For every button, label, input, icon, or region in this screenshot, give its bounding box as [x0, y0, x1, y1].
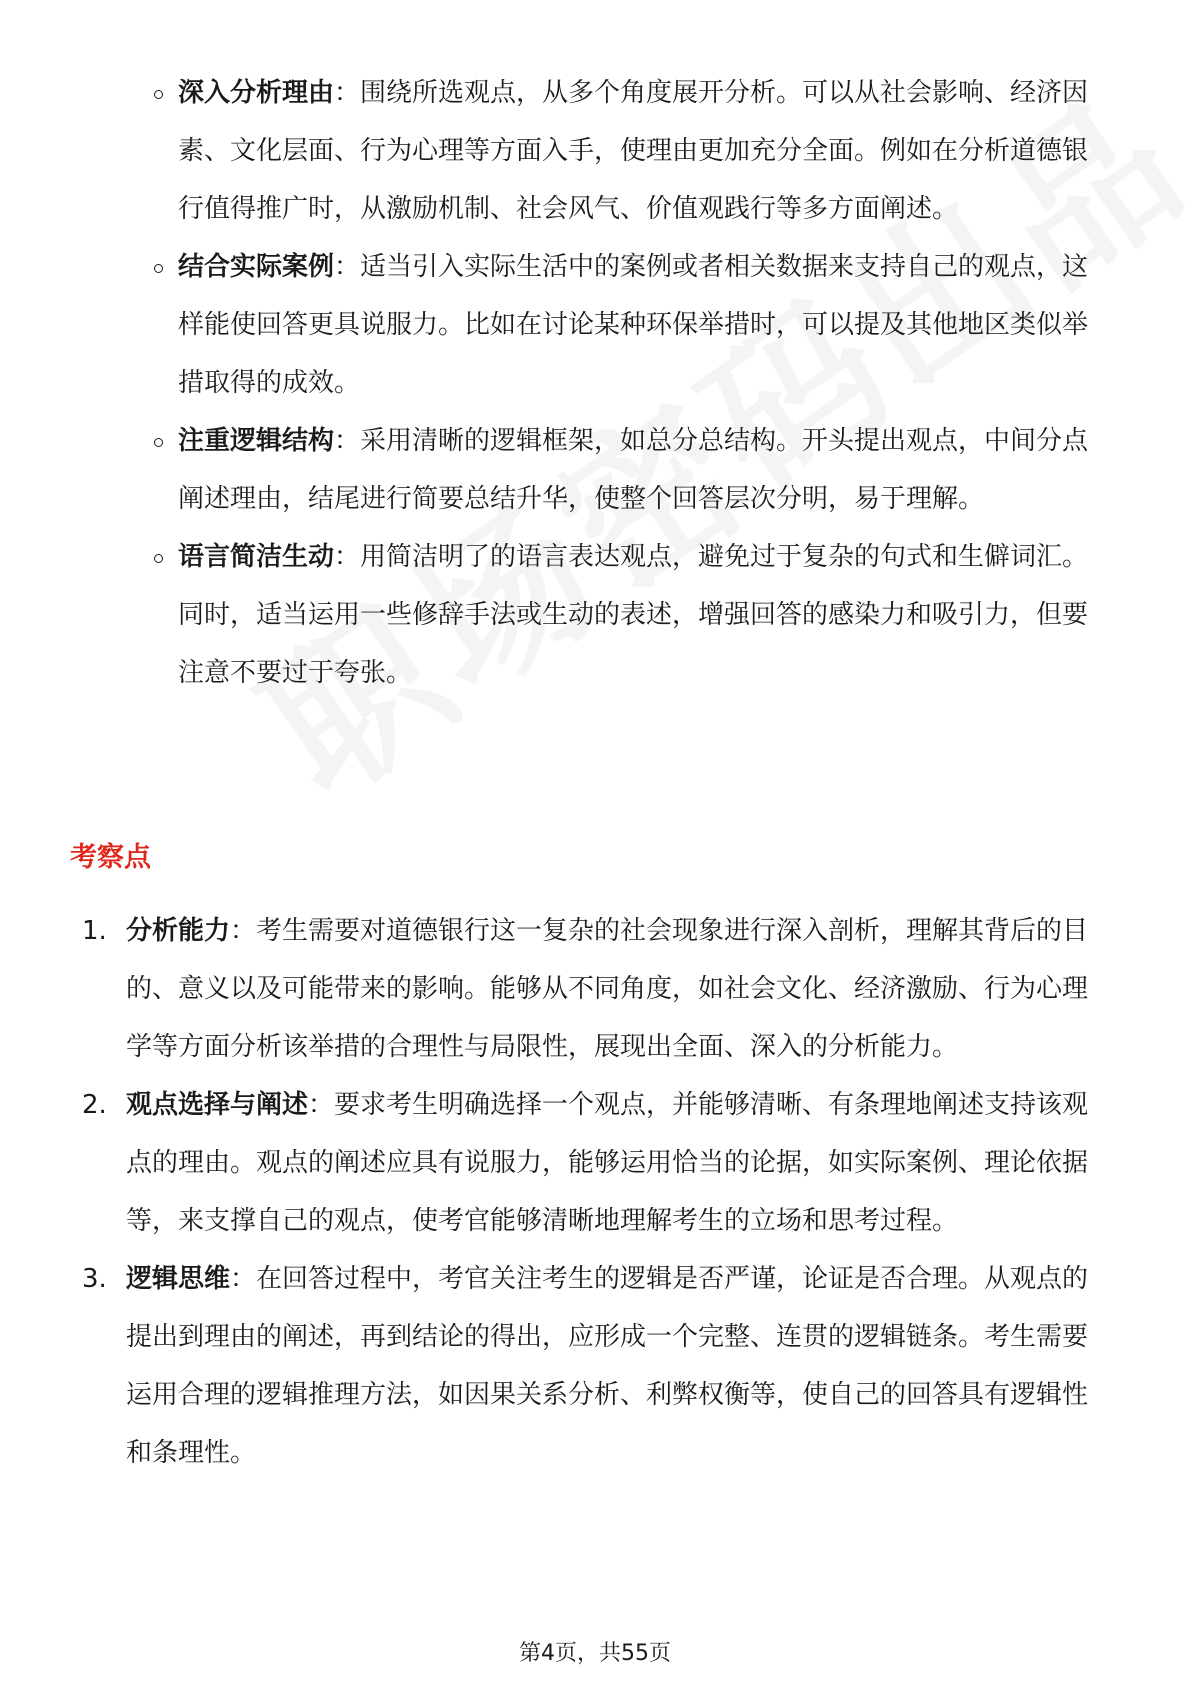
item-number: 2. [82, 1090, 107, 1120]
point-text: 考生需要对道德银行这一复杂的社会现象进行深入剖析，理解其背后的目的、意义以及可能带来的影响。能够从不同角度，如社会文化、经济激励、行为心理学等方面分析该举措的合理性与局限性，展现出全面、深入的分析能力。 [126, 916, 1089, 1062]
assessment-points-list [82, 902, 1112, 1482]
list-item: 深入分析理由：围绕所选观点，从多个角度展开分析。可以从社会影响、经济因素、文化层面、行为心理等方面入手，使理由更加充分全面。例如在分析道德银行值得推广时，从激励机制、社会风气、价值观践行等多方面阐述。 [150, 64, 1110, 238]
point-title: 分析能力 [126, 916, 231, 946]
item-number: 3. [82, 1264, 107, 1294]
list-item: 3. 逻辑思维：在回答过程中，考官关注考生的逻辑是否严谨，论证是否合理。从观点的提出到理由的阐述，再到结论的得出，应形成一个完整、连贯的逻辑链条。考生需要运用合理的逻辑推理方法，如因果关系分析、利弊权衡等，使自己的回答具有逻辑性和条理性。 [82, 1250, 1112, 1482]
page-footer: 第4页，共55页 [519, 1641, 671, 1666]
list-item: 结合实际案例：适当引入实际生活中的案例或者相关数据来支持自己的观点，这样能使回答更具说服力。比如在讨论某种环保举措时，可以提及其他地区类似举措取得的成效。 [150, 238, 1110, 412]
list-item: 1. 分析能力：考生需要对道德银行这一复杂的社会现象进行深入剖析，理解其背后的目的、意义以及可能带来的影响。能够从不同角度，如社会文化、经济激励、行为心理学等方面分析该举措的合理性与局限性，展现出全面、深入的分析能力。 [82, 902, 1112, 1076]
item-number: 1. [82, 916, 107, 946]
point-text: 在回答过程中，考官关注考生的逻辑是否严谨，论证是否合理。从观点的提出到理由的阐述，再到结论的得出，应形成一个完整、连贯的逻辑链条。考生需要运用合理的逻辑推理方法，如因果关系分析、利弊权衡等，使自己的回答具有逻辑性和条理性。 [126, 1264, 1089, 1468]
tip-title: 语言简洁生动 [178, 542, 335, 572]
point-title: 逻辑思维 [126, 1264, 231, 1294]
tip-text: 采用清晰的逻辑框架，如总分总结构。开头提出观点，中间分点阐述理由，结尾进行简要总结升华，使整个回答层次分明，易于理解。 [178, 426, 1089, 514]
tip-title: 注重逻辑结构 [178, 426, 335, 456]
list-item: 语言简洁生动：用简洁明了的语言表达观点，避免过于复杂的句式和生僻词汇。同时，适当运用一些修辞手法或生动的表述，增强回答的感染力和吸引力，但要注意不要过于夸张。 [150, 528, 1110, 702]
answer-tips-list [150, 64, 1110, 702]
list-item: 注重逻辑结构：采用清晰的逻辑框架，如总分总结构。开头提出观点，中间分点阐述理由，结尾进行简要总结升华，使整个回答层次分明，易于理解。 [150, 412, 1110, 528]
tip-title: 深入分析理由 [178, 78, 335, 108]
section-heading: 考察点 [70, 842, 151, 873]
list-item: 2. 观点选择与阐述：要求考生明确选择一个观点，并能够清晰、有条理地阐述支持该观点的理由。观点的阐述应具有说服力，能够运用恰当的论据，如实际案例、理论依据等，来支撑自己的观点，使考官能够清晰地理解考生的立场和思考过程。 [82, 1076, 1112, 1250]
point-text: 要求考生明确选择一个观点，并能够清晰、有条理地阐述支持该观点的理由。观点的阐述应具有说服力，能够运用恰当的论据，如实际案例、理论依据等，来支撑自己的观点，使考官能够清晰地理解考生的立场和思考过程。 [126, 1090, 1089, 1236]
point-title: 观点选择与阐述 [126, 1090, 309, 1120]
tip-text: 围绕所选观点，从多个角度展开分析。可以从社会影响、经济因素、文化层面、行为心理等方面入手，使理由更加充分全面。例如在分析道德银行值得推广时，从激励机制、社会风气、价值观践行等多方面阐述。 [178, 78, 1089, 224]
tip-text: 用简洁明了的语言表达观点，避免过于复杂的句式和生僻词汇。同时，适当运用一些修辞手法或生动的表述，增强回答的感染力和吸引力，但要注意不要过于夸张。 [178, 542, 1089, 688]
tip-title: 结合实际案例 [178, 252, 335, 282]
tip-text: 适当引入实际生活中的案例或者相关数据来支持自己的观点，这样能使回答更具说服力。比如在讨论某种环保举措时，可以提及其他地区类似举措取得的成效。 [178, 252, 1089, 398]
